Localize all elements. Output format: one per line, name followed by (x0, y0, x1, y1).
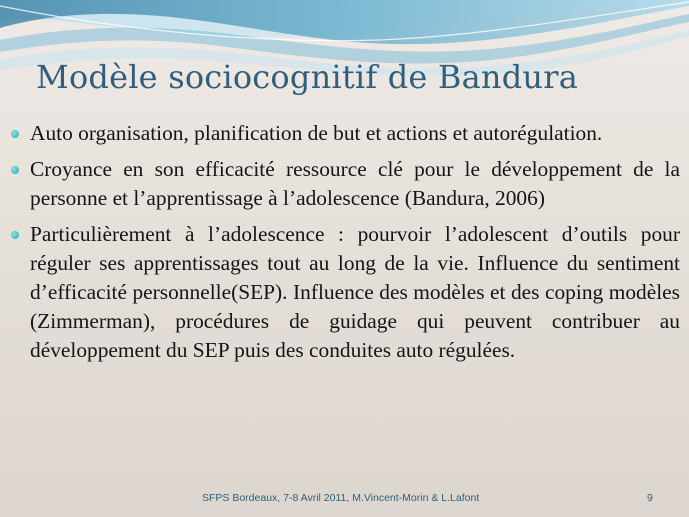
bullet-dot-icon (11, 130, 19, 138)
bullet-item (10, 220, 680, 365)
bullet-dot-icon (11, 166, 19, 174)
bullet-dot-icon (11, 231, 19, 239)
bullet-item (10, 155, 680, 213)
footer-text: SFPS Bordeaux, 7-8 Avril 2011, M.Vincent-Morin & L.Lafont (202, 492, 480, 504)
bullet-text: Auto organisation, planification de but et actions et autorégulation. (30, 121, 603, 145)
bullet-text: Croyance en son efficacité ressource clé pour le développement de la personne et l’apprentissage à l’adolescence (Bandura, 2006) (30, 157, 680, 210)
bullet-item (10, 119, 680, 148)
slide-title: Modèle sociocognitif de Bandura (36, 58, 578, 96)
page-number: 9 (647, 492, 653, 504)
bullet-list (10, 119, 680, 372)
bullet-text: Particulièrement à l’adolescence : pourvoir l’adolescent d’outils pour réguler ses apprentissages tout au long de la vie. Influence du sentiment d’efficacité personnelle(SEP). Influence des modèles et des coping modèles (Zimmerman), procédures de guidage qui peuvent contribuer au développement du SEP puis des conduites auto régulées. (30, 222, 680, 362)
